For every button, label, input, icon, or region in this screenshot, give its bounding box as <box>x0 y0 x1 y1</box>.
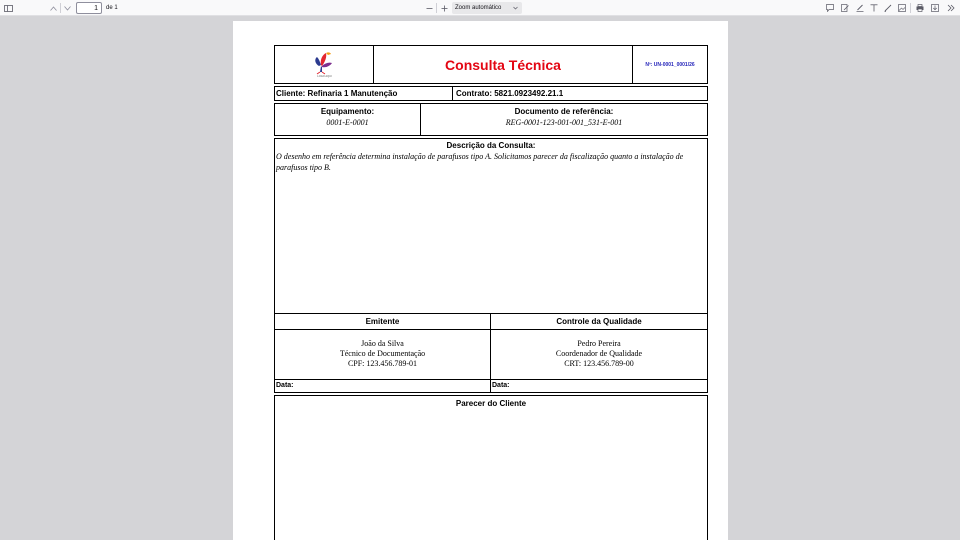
print-icon[interactable] <box>915 0 925 16</box>
draw-icon[interactable] <box>883 0 893 16</box>
emitente-block <box>275 314 491 379</box>
client-opinion-section <box>274 395 708 540</box>
contract-field: Contrato: 5821.0923492.21.1 <box>456 89 564 98</box>
equipment-label: Equipamento: <box>320 107 375 116</box>
client-opinion-title: Parecer do Cliente <box>455 399 527 408</box>
zoom-select[interactable] <box>452 2 522 14</box>
form-header <box>274 45 708 84</box>
save-icon[interactable] <box>930 0 940 16</box>
chevron-down-icon <box>513 2 518 19</box>
form-number: Nº: UN-0001_0001/26 <box>645 61 695 68</box>
svg-text:LOGO AQUI: LOGO AQUI <box>317 75 332 78</box>
emitente-role: Técnico de Documentação <box>339 349 426 358</box>
pdf-toolbar <box>0 0 960 16</box>
edit-pdf-icon[interactable] <box>840 0 850 16</box>
page-number-input[interactable] <box>76 2 102 14</box>
previous-page-icon[interactable] <box>48 0 58 16</box>
logo-icon <box>275 46 374 85</box>
technical-consultation-form <box>274 45 708 540</box>
description-text: O desenho em referência determina instalação de parafusos tipo A. Solicitamos parecer da fiscalização quanto a instalação de parafusos tipo B. <box>276 152 684 172</box>
dates-row <box>274 380 708 393</box>
signatures-section <box>274 314 708 380</box>
quality-role: Coordenador de Qualidade <box>555 349 643 358</box>
page-count-label: de 1 <box>106 5 118 11</box>
form-title: Consulta Técnica <box>445 56 561 73</box>
description-title: Descrição da Consulta: <box>446 141 536 150</box>
image-icon[interactable] <box>897 0 907 16</box>
reference-document-label: Documento de referência: <box>514 107 614 116</box>
reference-document-value: REG-0001-123-001-001_531-E-001 <box>505 118 623 127</box>
description-section <box>274 138 708 314</box>
client-field: Cliente: Refinaria 1 Manutenção <box>275 87 453 100</box>
emitente-name: João da Silva <box>361 339 404 348</box>
emitente-id: CPF: 123.456.789-01 <box>347 359 418 368</box>
client-contract-row <box>274 86 708 101</box>
more-tools-icon[interactable] <box>946 0 956 16</box>
pdf-page <box>233 21 728 540</box>
quality-name: Pedro Pereira <box>577 339 621 348</box>
emitente-date-field: Data: <box>275 380 491 392</box>
quality-date-field: Data: <box>492 382 510 389</box>
company-logo <box>275 46 374 83</box>
text-tool-icon[interactable] <box>869 0 879 16</box>
zoom-in-icon[interactable] <box>439 0 449 16</box>
quality-control-title: Controle da Qualidade <box>491 314 707 330</box>
zoom-select-label: Zoom automático <box>455 5 502 11</box>
sidebar-toggle-icon[interactable] <box>3 0 13 16</box>
equipment-reference-row <box>274 103 708 136</box>
highlight-icon[interactable] <box>855 0 865 16</box>
equipment-value: 0001-E-0001 <box>326 118 369 127</box>
quality-id: CRT: 123.456.789-00 <box>564 359 634 368</box>
quality-control-block <box>491 314 707 379</box>
comment-icon[interactable] <box>825 0 835 16</box>
zoom-out-icon[interactable] <box>424 0 434 16</box>
next-page-icon[interactable] <box>62 0 72 16</box>
emitente-title: Emitente <box>275 314 490 330</box>
